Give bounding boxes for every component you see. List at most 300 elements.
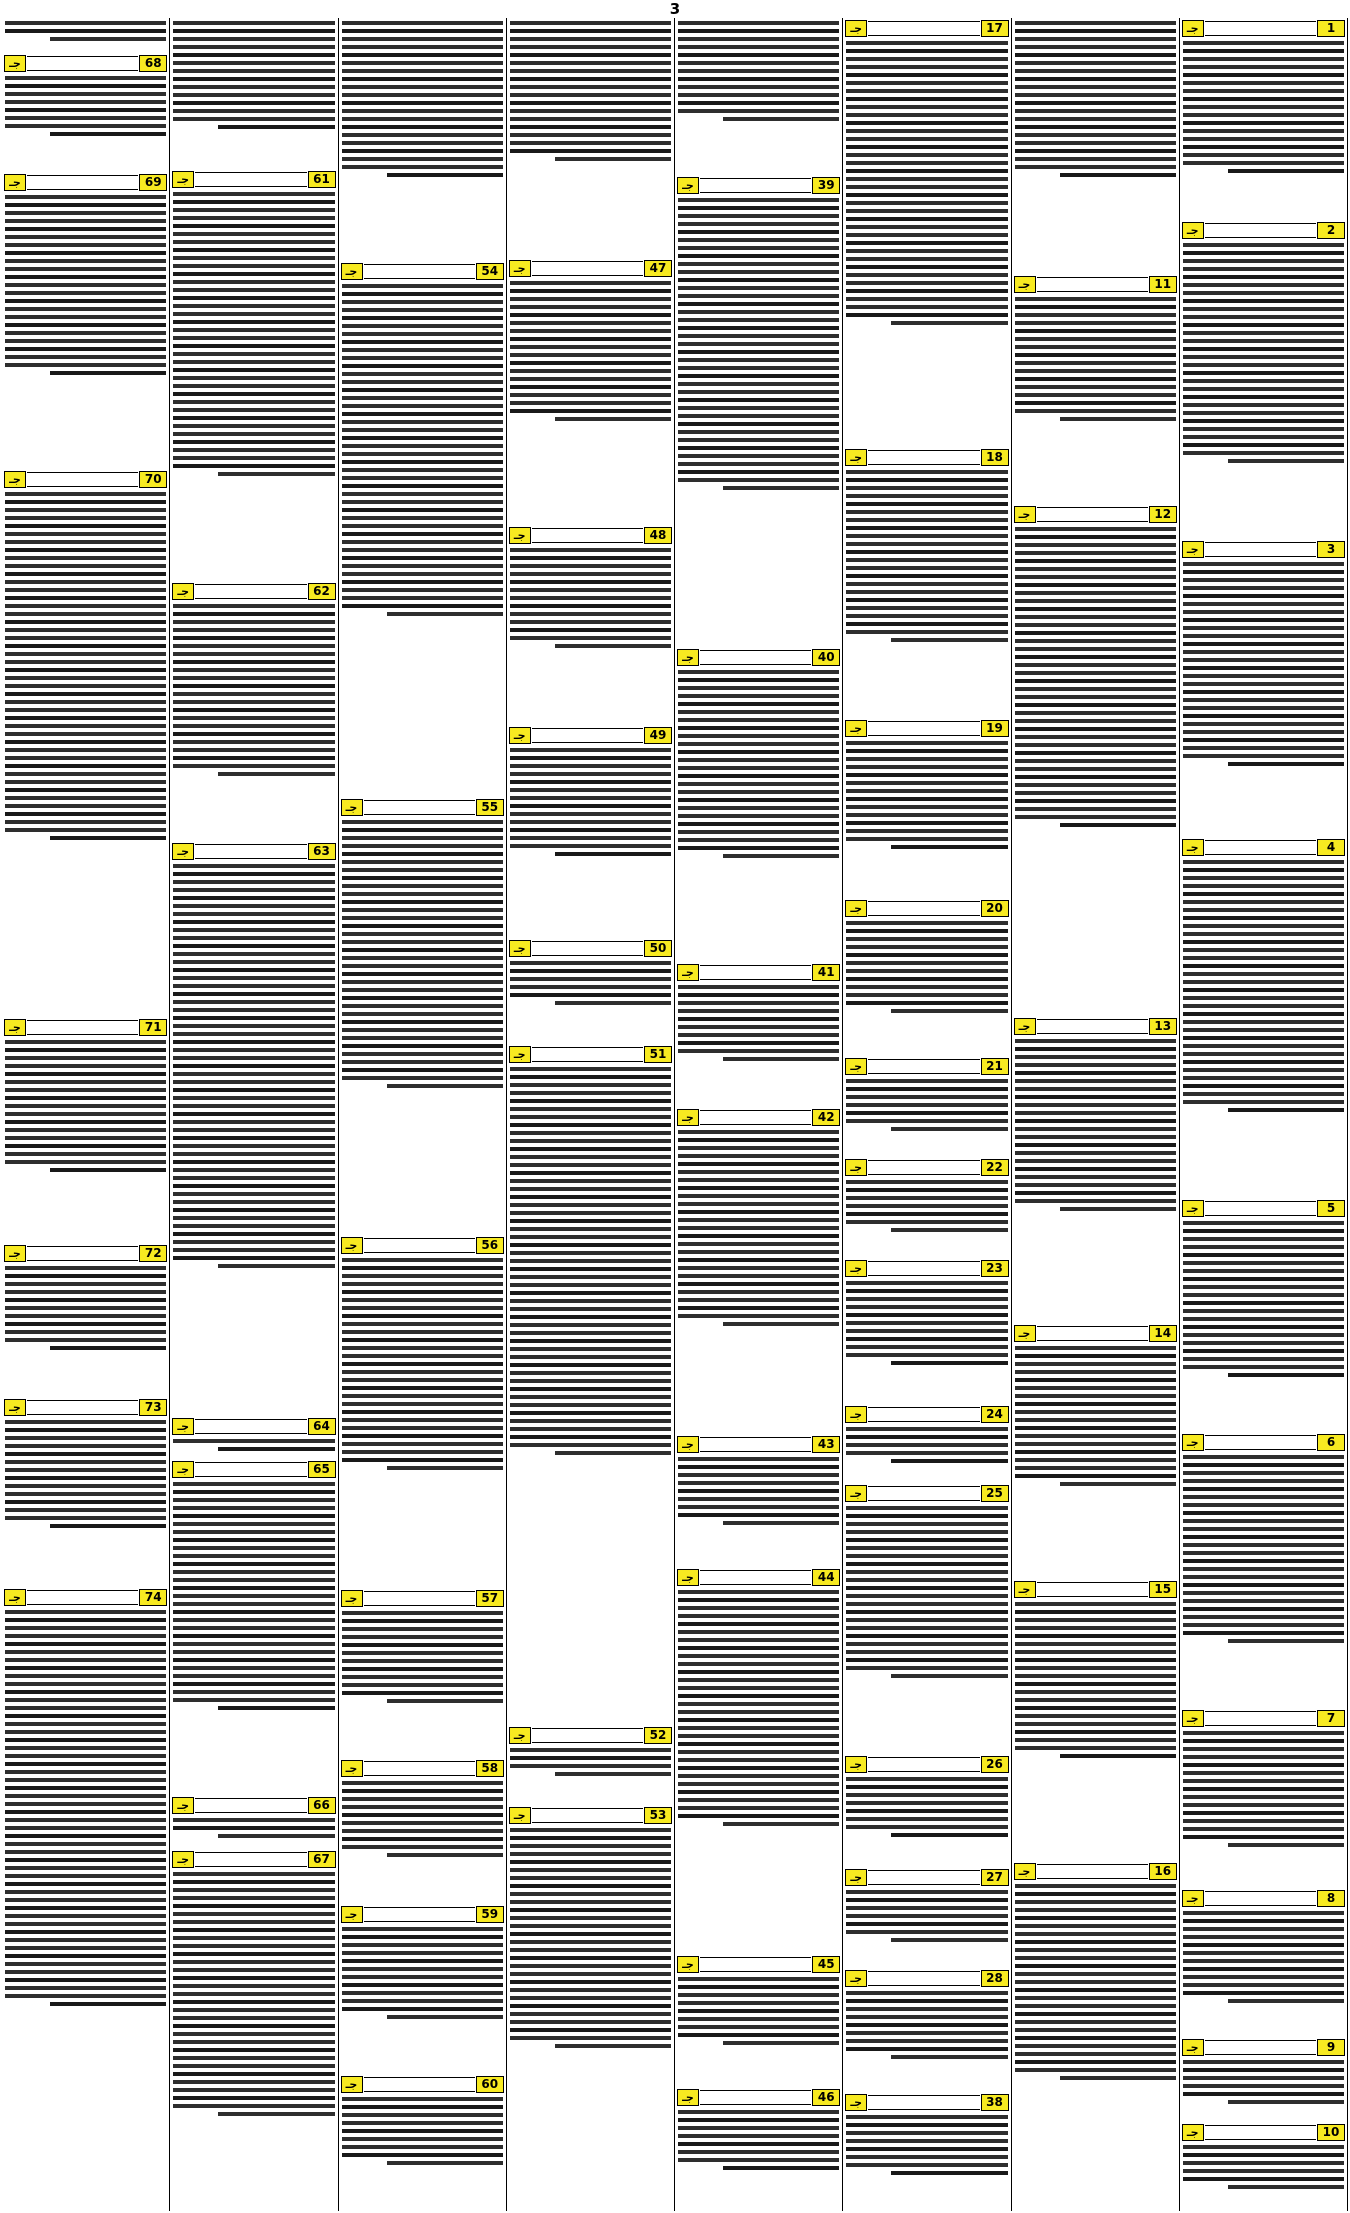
text-line [678,1742,839,1746]
item-text [509,18,672,165]
text-line [510,1083,671,1087]
text-line [342,932,503,936]
text-line [1183,1959,1344,1963]
question-number-badge: 28 [981,1970,1009,1987]
item-text [4,192,167,379]
text-line [510,588,671,592]
question-item [1182,539,1345,837]
text-line [173,200,334,204]
text-line [678,1702,839,1706]
text-line [342,604,503,608]
text-line [510,1908,671,1912]
text-line [5,572,166,576]
text-line [1015,1151,1176,1155]
text-line [1183,706,1344,710]
text-line [1183,315,1344,319]
text-line [342,948,503,952]
item-header [677,964,840,981]
text-line [342,508,503,512]
question-number-badge: 7 [1317,1710,1345,1727]
text-line [846,201,1007,205]
text-line [173,456,334,460]
text-line [342,892,503,896]
column [1011,18,1179,2211]
text-line [846,281,1007,285]
text-line [1183,690,1344,694]
text-line [173,448,334,452]
answer-marker: جـ [845,1485,867,1502]
question-number-badge: 2 [1317,222,1345,239]
text-line [1015,353,1176,357]
text-line [510,141,671,145]
text-line [173,1976,334,1980]
text-line [723,2041,839,2045]
item-header [341,1760,504,1777]
text-line [342,1643,503,1647]
text-line [5,1746,166,1750]
text-line [1060,173,1176,177]
text-line [5,1690,166,1694]
text-line [1183,1551,1344,1555]
text-line [1015,1063,1176,1067]
text-line [5,620,166,624]
text-line [678,446,839,450]
text-line [1015,807,1176,811]
question-number-badge: 41 [812,964,840,981]
answer-marker: جـ [341,1590,363,1607]
text-line [1183,153,1344,157]
question-number-badge: 19 [981,720,1009,737]
text-line [846,1353,1007,1357]
answer-marker: جـ [1182,1710,1204,1727]
answer-marker: جـ [509,1727,531,1744]
text-line [173,1658,334,1662]
item-header [845,2094,1008,2111]
text-line [678,806,839,810]
text-line [846,821,1007,825]
text-line [1015,1143,1176,1147]
text-line [5,1096,166,1100]
text-line [387,2161,503,2165]
text-line [1183,1012,1344,1016]
item-text [845,1503,1008,1682]
header-rule [1037,277,1148,292]
text-line [846,49,1007,53]
text-line [5,1754,166,1758]
text-line [1183,860,1344,864]
text-line [5,116,166,120]
text-line [678,694,839,698]
text-line [1015,1714,1176,1718]
text-line [846,781,1007,785]
item-header [509,1807,672,1824]
text-line [678,1814,839,1818]
text-line [173,1176,334,1180]
text-line [1183,161,1344,165]
text-line [173,432,334,436]
text-line [5,1866,166,1870]
text-line [510,2012,671,2016]
item-text [4,1607,167,2010]
text-line [510,844,671,848]
text-line [173,756,334,760]
text-line [678,406,839,410]
text-line [5,516,166,520]
question-number-badge: 52 [644,1727,672,1744]
text-line [5,29,166,33]
question-number-badge: 66 [308,1797,336,1814]
item-header [1014,276,1177,293]
text-line [555,1451,671,1455]
question-number-badge: 49 [644,727,672,744]
text-line [342,820,503,824]
answer-marker: جـ [1014,1581,1036,1598]
text-line [5,636,166,640]
text-line [1183,1583,1344,1587]
text-line [846,1329,1007,1333]
text-line [342,332,503,336]
text-line [510,1347,671,1351]
column [1179,18,1348,2211]
text-line [846,1111,1007,1115]
answer-marker: جـ [172,1461,194,1478]
text-line [1015,1626,1176,1630]
text-line [678,101,839,105]
text-line [510,1219,671,1223]
header-rule [1205,223,1316,238]
text-line [5,756,166,760]
text-line [173,1912,334,1916]
text-line [342,356,503,360]
header-rule [1205,840,1316,855]
text-line [173,1960,334,1964]
text-line [510,596,671,600]
question-item [172,581,335,841]
text-line [1015,1183,1176,1187]
text-line [5,1826,166,1830]
text-line [5,748,166,752]
text-line [846,1578,1007,1582]
item-text [1182,2142,1345,2193]
text-line [846,129,1007,133]
text-line [510,1331,671,1335]
text-line [1015,2004,1176,2008]
text-line [1015,2044,1176,2048]
text-line [891,1009,1007,1013]
text-line [555,157,671,161]
header-rule [532,1808,643,1823]
text-line [846,797,1007,801]
text-line [678,238,839,242]
item-text [341,1924,504,2023]
column [2,18,169,2211]
item-text [1182,1452,1345,1647]
item-header [1182,1434,1345,1451]
text-line [342,444,503,448]
text-line [5,1468,166,1472]
text-line [342,1394,503,1398]
header-rule [868,1160,979,1175]
question-number-badge: 22 [981,1159,1009,1176]
text-line [846,1119,1007,1123]
text-line [678,1489,839,1493]
text-line [173,1888,334,1892]
text-line [342,1322,503,1326]
header-rule [195,844,306,859]
text-line [1015,639,1176,643]
item-header [1182,1200,1345,1217]
header-rule [195,1419,306,1434]
header-rule [364,1907,475,1922]
header-rule [364,264,475,279]
question-item [4,1587,167,2206]
text-line [510,636,671,640]
item-text [845,2112,1008,2179]
text-line [846,241,1007,245]
header-rule [868,721,979,736]
item-text [677,1974,840,2049]
text-line [173,944,334,948]
text-line [678,1258,839,1262]
text-line [173,2040,334,2044]
text-line [510,1403,671,1407]
text-line [1015,1690,1176,1694]
text-line [1183,1819,1344,1823]
text-line [678,758,839,762]
question-number-badge: 59 [476,1906,504,1923]
item-header [1182,1710,1345,1727]
text-line [173,288,334,292]
text-line [510,1411,671,1415]
text-line [1183,1535,1344,1539]
text-line [1015,141,1176,145]
text-line [846,470,1007,474]
text-line [678,1590,839,1594]
text-line [510,1852,671,1856]
text-line [342,532,503,536]
text-line [5,347,166,351]
text-line [173,1136,334,1140]
text-line [510,337,671,341]
item-text [509,1825,672,2052]
question-item [4,18,167,53]
text-line [1183,251,1344,255]
text-line [5,796,166,800]
answer-marker: جـ [172,583,194,600]
answer-marker: جـ [677,964,699,981]
text-line [510,1131,671,1135]
text-line [510,1860,671,1864]
header-rule [195,172,306,187]
item-text [341,1608,504,1707]
text-line [846,590,1007,594]
text-line [846,1991,1007,1995]
text-line [510,1139,671,1143]
answer-marker: جـ [172,1418,194,1435]
item-text [1182,240,1345,467]
text-line [846,249,1007,253]
text-line [1183,1503,1344,1507]
question-item [1014,504,1177,1016]
text-line [173,21,334,25]
text-line [5,363,166,367]
text-line [173,1650,334,1654]
text-line [50,2002,166,2006]
text-line [510,1948,671,1952]
text-line [5,1112,166,1116]
text-line [5,564,166,568]
text-line [342,117,503,121]
text-line [173,328,334,332]
question-number-badge: 61 [308,171,336,188]
question-number-badge: 47 [644,260,672,277]
text-line [1183,105,1344,109]
text-line [678,246,839,250]
text-line [173,644,334,648]
question-number-badge: 51 [644,1046,672,1063]
text-line [1183,666,1344,670]
question-number-badge: 18 [981,449,1009,466]
text-line [510,756,671,760]
text-line [342,1829,503,1833]
text-line [510,93,671,97]
text-line [846,81,1007,85]
text-line [5,492,166,496]
text-line [510,748,671,752]
text-line [846,1658,1007,1662]
text-line [1183,1028,1344,1032]
text-line [891,1459,1007,1463]
text-line [510,53,671,57]
text-line [5,1610,166,1614]
text-line [173,2016,334,2020]
text-line [5,339,166,343]
text-line [678,318,839,322]
text-line [173,1880,334,1884]
text-line [1183,1495,1344,1499]
text-line [846,89,1007,93]
text-line [5,1722,166,1726]
text-line [173,1538,334,1542]
text-line [846,73,1007,77]
answer-marker: جـ [677,1569,699,1586]
text-line [510,556,671,560]
item-header [172,1851,335,1868]
text-line [342,1052,503,1056]
text-line [1183,81,1344,85]
answer-marker: جـ [172,1851,194,1868]
text-line [1183,1803,1344,1807]
text-line [510,1940,671,1944]
text-line [5,1144,166,1148]
text-line [1015,369,1176,373]
item-text [4,1417,167,1532]
text-line [1015,29,1176,33]
text-line [5,307,166,311]
item-text [845,1887,1008,1946]
answer-marker: جـ [677,177,699,194]
text-line [173,344,334,348]
text-line [846,1898,1007,1902]
text-line [173,952,334,956]
text-line [1015,799,1176,803]
text-line [5,1898,166,1902]
text-line [510,961,671,965]
text-line [1183,1967,1344,1971]
text-line [1183,1084,1344,1088]
text-line [1183,1575,1344,1579]
text-line [1183,1253,1344,1257]
text-line [1015,305,1176,309]
question-item [1182,1888,1345,2037]
question-item [341,1758,504,1904]
text-line [846,273,1007,277]
item-text [172,1479,335,1714]
text-line [1015,101,1176,105]
text-line [173,740,334,744]
text-line [218,125,334,129]
text-line [1015,695,1176,699]
text-line [173,248,334,252]
text-line [678,1646,839,1650]
text-line [5,644,166,648]
text-line [5,1834,166,1838]
item-header [341,1590,504,1607]
question-item [677,962,840,1107]
text-line [1183,674,1344,678]
text-line [342,564,503,568]
text-line [1183,451,1344,455]
text-line [173,77,334,81]
text-line [846,1570,1007,1574]
text-line [173,1928,334,1932]
text-line [678,53,839,57]
text-line [342,1991,503,1995]
question-item [677,1107,840,1434]
question-item [509,1044,672,1725]
text-line [846,1785,1007,1789]
text-line [342,588,503,592]
text-line [173,1024,334,1028]
text-line [678,438,839,442]
answer-marker: جـ [1182,1200,1204,1217]
text-line [342,844,503,848]
text-line [846,945,1007,949]
text-line [5,1650,166,1654]
answer-marker: جـ [1182,839,1204,856]
text-line [1183,618,1344,622]
question-number-badge: 42 [812,1109,840,1126]
text-line [342,1999,503,2003]
text-line [1015,543,1176,547]
text-line [678,93,839,97]
text-line [5,203,166,207]
text-line [1015,1706,1176,1710]
text-line [342,1036,503,1040]
text-line [510,985,671,989]
text-line [342,1797,503,1801]
text-line [173,424,334,428]
text-line [1183,2092,1344,2096]
text-line [5,1056,166,1060]
text-line [173,1826,334,1830]
text-line [510,1748,671,1752]
text-line [510,1836,671,1840]
text-line [173,45,334,49]
text-line [1015,1346,1176,1350]
text-line [1228,1999,1344,2003]
text-line [846,1079,1007,1083]
